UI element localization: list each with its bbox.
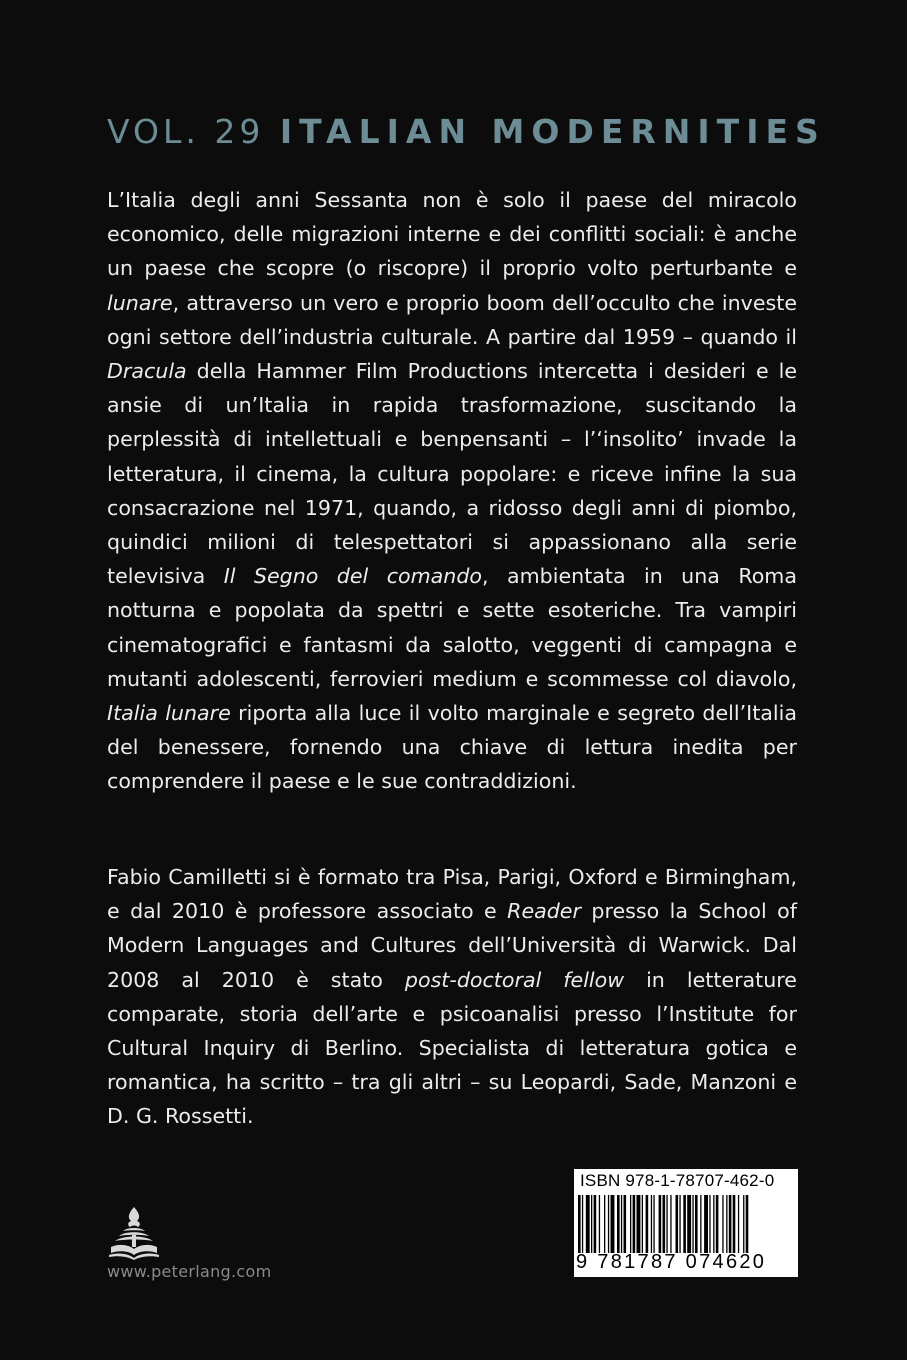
barcode-bar [713,1195,714,1253]
barcode-bar [679,1195,680,1253]
barcode-bar [729,1195,732,1253]
text-run: , attraverso un vero e proprio boom dell’occulto che investe ogni settore dell’industria culturale. A partire dal 1959 – quando il [107,290,797,349]
text-run: presso la School of Modern Languages and Cultures dell’Università di Warwick. Dal 2008 al 2010 è stato [107,899,797,992]
barcode-bar [692,1195,693,1253]
barcode-bar [700,1195,701,1253]
barcode-bar [683,1195,686,1253]
series-volume: VOL. 29 [107,112,265,151]
barcode-bar [676,1195,679,1253]
barcode-bar [722,1195,723,1253]
barcode-digits: 9 781787 074620 [576,1251,767,1273]
barcode-bar [608,1195,609,1253]
barcode-bar [642,1195,643,1253]
isbn-barcode-panel [574,1169,798,1277]
text-run: della Hammer Film Productions intercetta i desideri e le ansie di un’Italia in rapida trasformazione, suscitando la perplessità di intellettuali e benpensanti – l’‘insolito’ invade la letteratura, il cinema, la cultura popolare: e riceve infine la sua consacrazione nel 1971, quando, a ridosso degli anni di piombo, quindici milioni di telespettatori si appassionano alla serie televisiva [107,359,797,589]
italic-run: lunare [107,290,173,315]
barcode-bars [574,1195,798,1253]
barcode-bar [670,1195,671,1253]
barcode-bar [586,1195,590,1253]
barcode-bar [651,1195,652,1253]
barcode-bar [746,1195,749,1253]
barcode-bar [591,1195,592,1253]
barcode-bar [704,1195,708,1253]
barcode-bar [617,1195,620,1253]
barcode-bar [738,1195,739,1253]
italic-run: post-doctoral fellow [404,967,625,992]
barcode-bar [743,1195,744,1253]
barcode-bar [646,1195,649,1253]
barcode-bar [633,1195,636,1253]
barcode-bar [695,1195,698,1253]
series-title [107,112,826,152]
barcode-bar [659,1195,662,1253]
barcode-bar [733,1195,736,1253]
peter-lang-book-tree-icon [107,1205,161,1261]
series-name: ITALIAN MODERNITIES [279,112,826,151]
isbn-label: ISBN 978-1-78707-462-0 [580,1171,775,1190]
italic-run: Dracula [107,359,187,384]
blurb-paragraph-1 [107,183,797,799]
barcode-bar [637,1195,641,1253]
barcode-bar [594,1195,597,1253]
barcode-bar [578,1195,581,1253]
barcode-bar [716,1195,719,1253]
text-run: in letterature comparate, storia dell’arte e psicoanalisi presso l’Institute for Cultural Inquiry di Berlino. Specialista di letteratura gotica e romantica, ha scritto – tra gli altri – su Leopardi, Sade, Manzoni e D. G. Rossetti. [107,967,797,1129]
barcode-bar [709,1195,710,1253]
barcode-bar [663,1195,666,1253]
author-bio-paragraph [107,860,797,1134]
text-run: L’Italia degli anni Sessanta non è solo il paese del miracolo economico, delle migrazioni interne e dei conflitti sociali: è anche un paese che scopre (o riscopre) il proprio volto perturbante e [107,188,797,281]
barcode-bar [604,1195,605,1253]
barcode-bar [582,1195,583,1253]
italic-run: Reader [507,899,581,924]
barcode-bar [653,1195,654,1253]
barcode-bar [630,1195,631,1253]
barcode-bar [726,1195,727,1253]
barcode-bar [624,1195,627,1253]
italic-run: Il Segno del comando [223,564,483,589]
text-run: , ambientata in una Roma notturna e popolata da spettri e sette esoteriche. Tra vampiri cinematografici e fantasmi da salotto, veggenti di campagna e mutanti adolescenti, ferrovieri medium e scommesse col diavolo, [107,564,797,691]
text-run: riporta alla luce il volto marginale e segreto dell’Italia del benessere, fornendo una chiave di lettura inedita per comprendere il paese e le sue contraddizioni. [107,701,797,794]
italic-run: Italia lunare [107,701,231,726]
publisher-website: www.peterlang.com [107,1262,272,1281]
barcode-bar [687,1195,691,1253]
barcode-bar [611,1195,615,1253]
barcode-bar [621,1195,622,1253]
barcode-bar [666,1195,667,1253]
text-run: Fabio Camilletti si è formato tra Pisa, Parigi, Oxford e Birmingham, e dal 2010 è professore associato e [107,865,797,924]
barcode-bar [599,1195,600,1253]
